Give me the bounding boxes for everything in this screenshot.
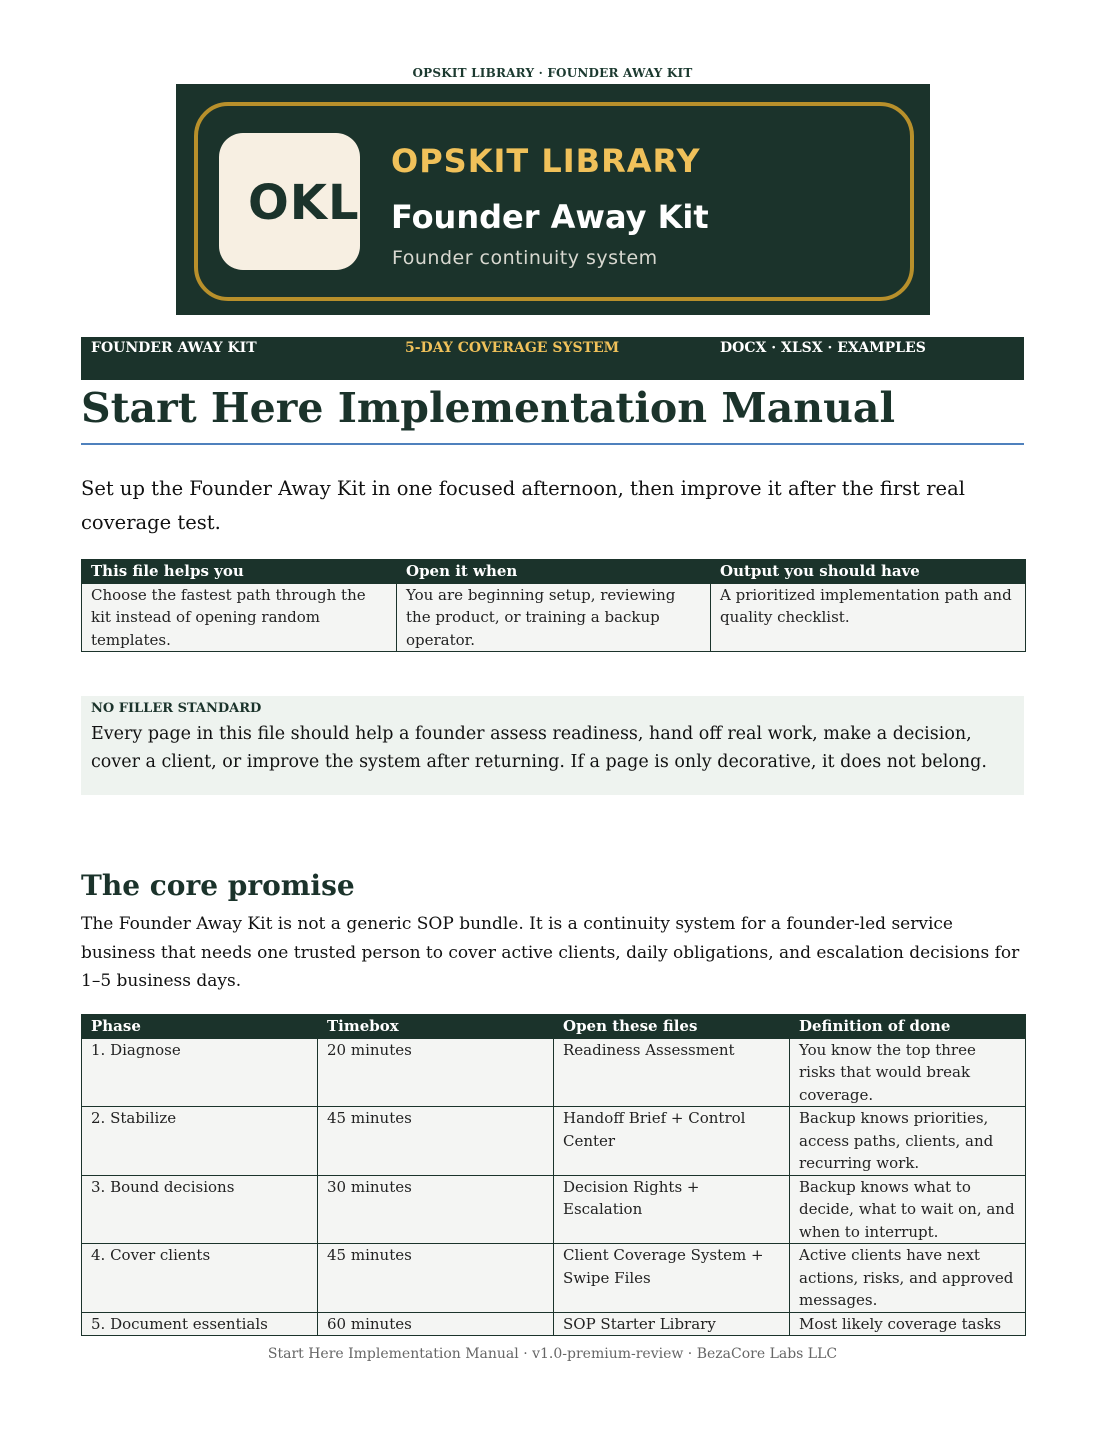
table-cell: Choose the fastest path through the kit instead of opening random templates. <box>82 583 397 652</box>
table-cell: 45 minutes <box>318 1244 554 1313</box>
no-filler-callout <box>81 696 1024 795</box>
page-footer: Start Here Implementation Manual · v1.0-premium-review · BezaCore Labs LLC <box>267 1346 838 1362</box>
table-row <box>82 1312 1026 1336</box>
banner-library-name: OPSKIT LIBRARY <box>391 142 701 180</box>
table-cell: 45 minutes <box>318 1107 554 1176</box>
table-cell: SOP Starter Library <box>554 1312 790 1336</box>
table-header-row <box>82 560 1026 584</box>
strip-system-name: 5-DAY COVERAGE SYSTEM <box>405 340 620 356</box>
table-cell: A prioritized implementation path and quality checklist. <box>711 583 1026 652</box>
strip-kit-name: FOUNDER AWAY KIT <box>91 340 257 356</box>
table-cell: You know the top three risks that would break coverage. <box>790 1038 1026 1107</box>
section-body: The Founder Away Kit is not a generic SOP bundle. It is a continuity system for a founder-led service business that needs one trusted person to cover active clients, daily obligations, and escalation decisions for 1–5 business days. <box>81 914 1020 991</box>
table-cell: Backup knows what to decide, what to wait on, and when to interrupt. <box>790 1175 1026 1244</box>
table-cell: 1. Diagnose <box>82 1038 318 1107</box>
table-cell: 4. Cover clients <box>82 1244 318 1313</box>
table-header: Open it when <box>397 560 711 584</box>
table-cell: 2. Stabilize <box>82 1107 318 1176</box>
table-cell: Backup knows priorities, access paths, clients, and recurring work. <box>790 1107 1026 1176</box>
table-cell: Readiness Assessment <box>554 1038 790 1107</box>
table-header: Timebox <box>318 1015 554 1039</box>
table-row <box>82 1175 1026 1244</box>
logo-text: OKL <box>248 175 360 231</box>
table-header: Output you should have <box>711 560 1026 584</box>
table-cell: 3. Bound decisions <box>82 1175 318 1244</box>
kit-info-strip <box>81 337 1024 380</box>
table-cell: 5. Document essentials <box>82 1312 318 1336</box>
table-cell: 20 minutes <box>318 1038 554 1107</box>
table-cell: 30 minutes <box>318 1175 554 1244</box>
table-header: Definition of done <box>790 1015 1026 1039</box>
table-cell: 60 minutes <box>318 1312 554 1336</box>
table-cell: Decision Rights + Escalation <box>554 1175 790 1244</box>
lead-paragraph: Set up the Founder Away Kit in one focused afternoon, then improve it after the first real coverage test. <box>81 477 965 534</box>
callout-label: NO FILLER STANDARD <box>91 701 262 716</box>
table-row <box>82 1244 1026 1313</box>
table-cell: Active clients have next actions, risks, and approved messages. <box>790 1244 1026 1313</box>
running-head: OPSKIT LIBRARY · FOUNDER AWAY KIT <box>412 66 693 80</box>
table-cell: You are beginning setup, reviewing the product, or training a backup operator. <box>397 583 711 652</box>
table-header-row <box>82 1015 1026 1039</box>
file-info-table <box>81 559 1026 652</box>
banner-subtitle: Founder continuity system <box>392 247 658 269</box>
section-heading: The core promise <box>81 869 355 902</box>
table-row <box>82 583 1026 652</box>
table-cell: Most likely coverage tasks <box>790 1312 1026 1336</box>
table-header: Phase <box>82 1015 318 1039</box>
callout-text: Every page in this file should help a founder assess readiness, hand off real work, make a decision, cover a client, or improve the system after returning. If a page is only decorative, it does not belong. <box>91 724 987 772</box>
page-title: Start Here Implementation Manual <box>81 384 896 432</box>
table-row <box>82 1038 1026 1107</box>
table-header: This file helps you <box>82 560 397 584</box>
brand-banner <box>176 84 930 315</box>
table-header: Open these files <box>554 1015 790 1039</box>
logo-badge <box>219 133 360 270</box>
strip-formats: DOCX · XLSX · EXAMPLES <box>720 340 926 356</box>
table-row <box>82 1107 1026 1176</box>
banner-title: Founder Away Kit <box>391 198 709 236</box>
table-cell: Client Coverage System + Swipe Files <box>554 1244 790 1313</box>
table-cell: Handoff Brief + Control Center <box>554 1107 790 1176</box>
phase-table <box>81 1014 1026 1336</box>
title-rule <box>81 443 1024 445</box>
